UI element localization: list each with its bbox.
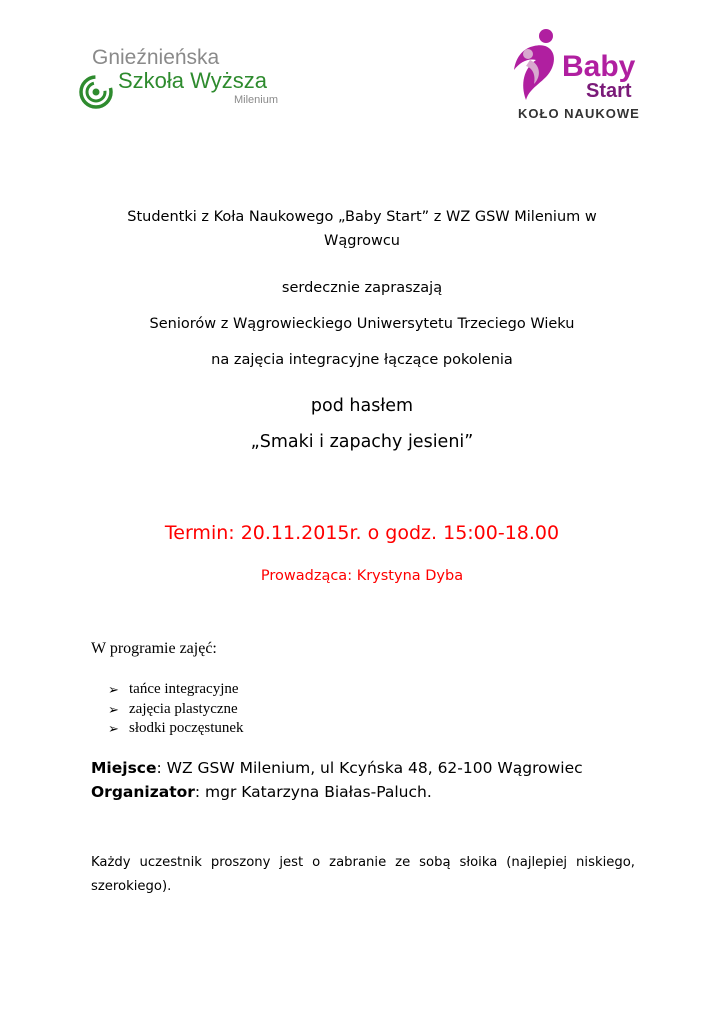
invitation-intro — [90, 205, 634, 253]
organizer-value: : mgr Katarzyna Białas-Paluch. — [194, 783, 432, 801]
arrow-bullet-icon: ➢ — [108, 682, 119, 697]
baby-start-figure-icon — [506, 24, 562, 104]
jar-note: Każdy uczestnik proszony jest o zabranie ze sobą słoika (najlepiej niskiego, szerokiego). — [91, 855, 635, 894]
invitation-audience: Seniorów z Wągrowieckiego Uniwersytetu Trzeciego Wieku — [149, 316, 575, 332]
invitation-event: na zajęcia integracyjne łączące pokolenia — [211, 352, 513, 368]
list-item — [108, 700, 244, 720]
list-item — [108, 680, 244, 700]
place-label: Miejsce — [91, 759, 157, 777]
place-line — [91, 759, 583, 777]
program-item-label: tańce integracyjne — [129, 681, 239, 697]
invitation-motto-label: pod hasłem — [310, 396, 414, 416]
invitation-intro-line2: Wągrowcu — [324, 233, 400, 249]
invitation-term: Termin: 20.11.2015r. o godz. 15:00-18.00 — [164, 522, 560, 544]
place-value: : WZ GSW Milenium, ul Kcyńska 48, 62-100 Wągrowiec — [156, 759, 583, 777]
invitation-invite: serdecznie zapraszają — [281, 280, 443, 296]
baby-start-logo-caption: KOŁO NAUKOWE — [518, 106, 640, 121]
arrow-bullet-icon: ➢ — [108, 701, 119, 717]
program-list — [108, 680, 244, 739]
invitation-intro-line1: Studentki z Koła Naukowego „Baby Start” z WZ GSW Milenium w — [127, 209, 597, 225]
baby-start-logo — [502, 18, 684, 128]
baby-start-logo-baby: Baby — [562, 50, 636, 83]
list-item — [108, 719, 244, 739]
gsw-logo-line3: Milenium — [234, 94, 279, 106]
arrow-bullet-icon: ➢ — [108, 721, 119, 736]
gsw-logo — [78, 46, 318, 112]
program-item-label: zajęcia plastyczne — [129, 700, 238, 717]
program-item-label: słodki poczęstunek — [129, 720, 244, 736]
invitation-host: Prowadząca: Krystyna Dyba — [260, 568, 464, 584]
organizer-label: Organizator — [91, 783, 195, 801]
program-heading: W programie zajęć: — [91, 640, 217, 657]
invitation-motto: „Smaki i zapachy jesieni” — [250, 432, 474, 452]
gsw-logo-line2: Szkoła Wyższa — [118, 68, 267, 93]
gsw-logo-line1: Gnieźnieńska — [92, 46, 220, 69]
baby-start-logo-start: Start — [586, 80, 632, 102]
organizer-line — [91, 783, 432, 801]
gsw-swirl-logo-icon — [78, 74, 114, 110]
